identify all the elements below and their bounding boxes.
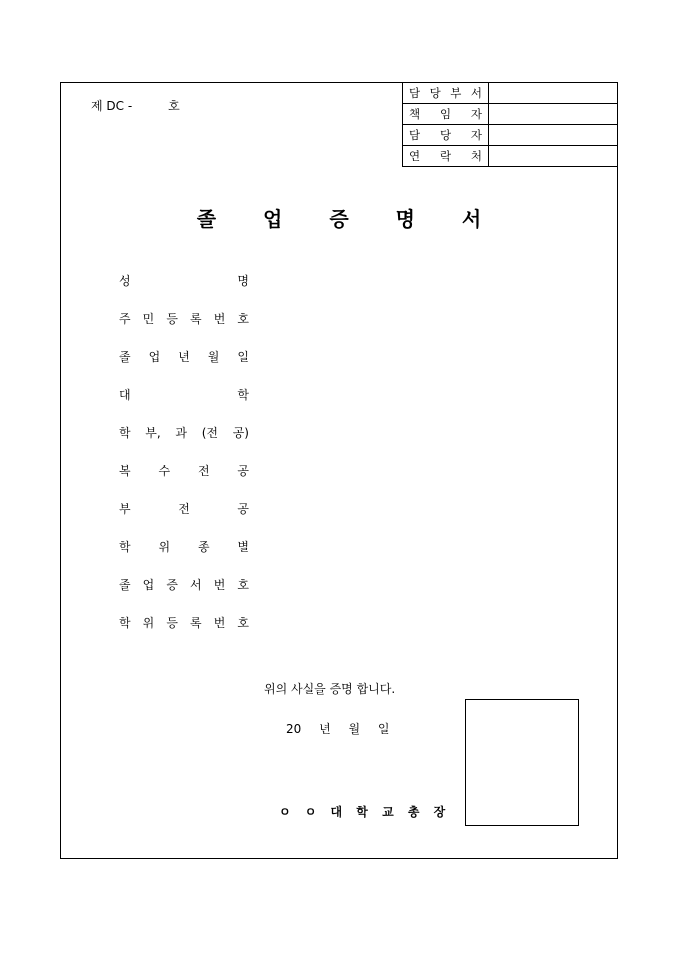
field-row [119, 271, 249, 309]
field-label-char: 호 [237, 616, 249, 630]
approval-label-char: 서 [470, 86, 482, 100]
field-row [119, 309, 249, 347]
field-label-char: 부 [119, 502, 131, 516]
approval-label [403, 125, 489, 146]
field-label-char: 업 [148, 350, 161, 364]
document-number [91, 97, 180, 114]
field-label-char: 위 [158, 540, 171, 554]
field-label-char: 학 [119, 540, 131, 554]
field-label-char: 년 [178, 350, 190, 364]
approval-label-char: 자 [470, 128, 482, 142]
approval-label [403, 83, 489, 104]
approval-label-char: 담 [409, 128, 421, 142]
university-president: ㅇ ㅇ 대 학 교 총 장 [279, 805, 451, 819]
approval-label [403, 104, 489, 125]
field-label-char: 호 [237, 578, 249, 592]
field-label [119, 309, 249, 329]
field-label-char: 등 [166, 312, 178, 326]
approval-value [489, 83, 618, 104]
field-label [119, 347, 249, 367]
field-label-char: 공 [237, 502, 249, 516]
field-label-char: 위 [142, 616, 155, 630]
approval-label-char: 당 [429, 86, 441, 100]
field-label-char: 록 [190, 616, 202, 630]
field-row [119, 423, 249, 461]
field-label-char: 록 [190, 312, 202, 326]
field-label-char: 졸 [119, 350, 131, 364]
issue-date: 20 년 월 일 [286, 722, 390, 736]
field-label-char: 명 [237, 274, 249, 288]
approval-label [403, 146, 489, 167]
field-label-char: 일 [237, 350, 249, 364]
field-label-char: 서 [190, 578, 202, 592]
field-row [119, 575, 249, 613]
approval-label-char: 부 [450, 86, 462, 100]
field-label-char: 학 [237, 388, 249, 402]
field-row [119, 499, 249, 537]
approval-label-char: 당 [439, 128, 452, 142]
field-label-char: 수 [158, 464, 171, 478]
approval-label-char: 담 [409, 86, 421, 100]
field-label-char: 번 [213, 578, 226, 592]
approval-label-char: 임 [439, 107, 452, 121]
field-label-char: 주 [119, 312, 131, 326]
field-label-char: 과 [175, 426, 188, 440]
field-label-char: 성 [119, 274, 131, 288]
field-label-char: 복 [119, 464, 131, 478]
field-row [119, 613, 249, 651]
field-label-char: (전 [201, 426, 218, 440]
field-label-char: 학 [119, 616, 131, 630]
field-label-char: 별 [237, 540, 249, 554]
field-label-char: 공 [237, 464, 249, 478]
approval-label-char: 연 [409, 149, 421, 163]
field-label-char: 전 [197, 464, 210, 478]
field-label-char: 등 [166, 616, 178, 630]
field-label [119, 613, 249, 633]
field-label-char: 대 [119, 388, 131, 402]
certificate-form [60, 82, 618, 859]
field-label-char: 전 [178, 502, 190, 516]
field-label-char: 호 [237, 312, 249, 326]
approval-table [402, 82, 618, 167]
seal-box [465, 699, 579, 826]
approval-row [403, 104, 618, 125]
field-label-char: 번 [213, 312, 226, 326]
field-row [119, 537, 249, 575]
field-label-char: 학 [119, 426, 131, 440]
approval-value [489, 104, 618, 125]
field-label-char: 종 [197, 540, 210, 554]
approval-row [403, 83, 618, 104]
field-label [119, 423, 249, 443]
field-label [119, 499, 249, 519]
document-number-suffix: 호 [168, 99, 180, 113]
approval-label-char: 처 [470, 149, 482, 163]
field-label [119, 385, 249, 405]
certificate-title: 졸 업 증 명 서 [196, 207, 502, 231]
document-number-prefix: 제 DC - [91, 99, 133, 113]
field-label [119, 461, 249, 481]
field-label-char: 졸 [119, 578, 131, 592]
approval-label-char: 자 [470, 107, 482, 121]
field-label-char: 업 [142, 578, 155, 592]
field-list [119, 271, 249, 651]
approval-value [489, 146, 618, 167]
field-label [119, 537, 249, 557]
approval-row [403, 146, 618, 167]
field-label-char: 월 [207, 350, 220, 364]
field-label-char: 공) [232, 426, 249, 440]
field-row [119, 347, 249, 385]
approval-value [489, 125, 618, 146]
field-row [119, 461, 249, 499]
field-label-char: 민 [142, 312, 155, 326]
certification-statement: 위의 사실을 증명 합니다. [264, 682, 396, 696]
field-label [119, 271, 249, 291]
field-label [119, 575, 249, 595]
approval-label-char: 락 [439, 149, 452, 163]
field-label-char: 증 [166, 578, 178, 592]
field-label-char: 번 [213, 616, 226, 630]
approval-row [403, 125, 618, 146]
approval-label-char: 책 [409, 107, 421, 121]
field-row [119, 385, 249, 423]
field-label-char: 부, [145, 426, 161, 440]
